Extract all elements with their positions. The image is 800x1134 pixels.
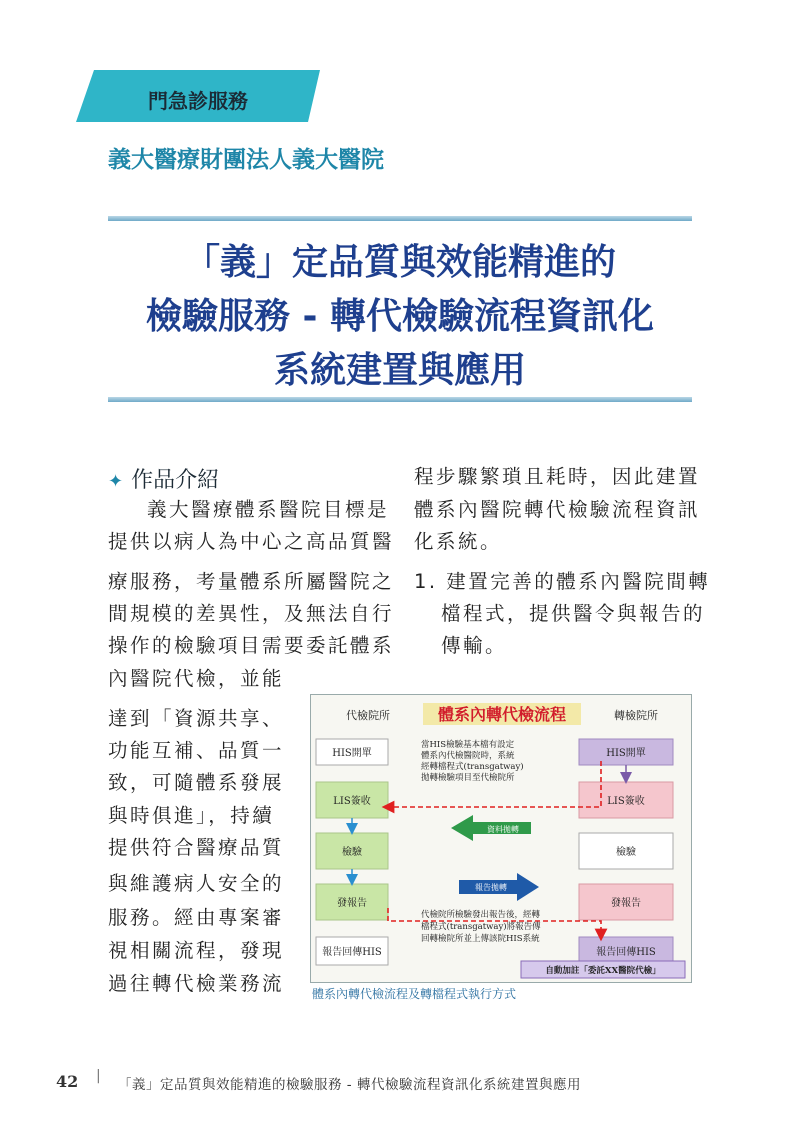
body-line: 間規模的差異性，及無法自行: [108, 602, 395, 625]
auto-tag-label: 自動加註「委託XX醫院代檢」: [545, 966, 661, 976]
note-top-line: 經轉檔程式(transgatway): [421, 762, 524, 772]
body-line: 提供符合醫療品質: [108, 836, 285, 859]
body-line: 視相關流程，發現: [108, 939, 285, 962]
hospital-name: 義大醫療財團法人義大醫院: [108, 147, 384, 173]
list-item-continued: 檔程式，提供醫令與報告的: [441, 602, 706, 625]
body-line: 致，可隨體系發展: [108, 771, 285, 794]
figure-title: 體系內轉代檢流程: [437, 705, 567, 724]
body-line: 與維護病人安全的: [108, 872, 285, 895]
note-bottom-line: 檔程式(transgatway)將報告傳: [421, 922, 541, 932]
body-line: 義大醫療體系醫院目標是: [147, 498, 390, 521]
category-tab: [76, 70, 320, 122]
right-step-label: LIS簽收: [607, 796, 645, 807]
body-line: 功能互補、品質一: [108, 739, 285, 762]
body-line: 化系統。: [414, 530, 503, 553]
sparkle-icon: ✦: [108, 471, 124, 492]
body-line: 過往轉代檢業務流: [108, 972, 285, 995]
right-step-label: 發報告: [611, 898, 641, 909]
body-line: 體系內醫院轉代檢驗流程資訊: [414, 498, 701, 521]
title-rule-top: [108, 216, 692, 221]
title-line: 系統建置與應用: [273, 350, 526, 391]
left-step-label: 發報告: [337, 898, 367, 909]
note-top-line: 體系內代檢醫院時，系統: [421, 751, 515, 761]
right-step-label: 檢驗: [616, 847, 636, 858]
note-top-line: 拋轉檢驗項目至代檢院所: [421, 773, 515, 783]
report-transfer-label: 報告拋轉: [475, 883, 507, 892]
page-number: 42: [56, 1072, 79, 1091]
body-line: 程步驟繁瑣且耗時，因此建置: [414, 465, 701, 488]
title-rule-bottom: [108, 397, 692, 402]
left-step-label: LIS簽收: [333, 796, 371, 807]
right-step-label: 報告回傳HIS: [596, 947, 656, 958]
body-line: 提供以病人為中心之高品質醫: [108, 530, 395, 553]
flow-diagram: [310, 694, 692, 983]
data-transfer-label: 資料拋轉: [487, 825, 519, 834]
left-step-label: 報告回傳HIS: [322, 947, 382, 958]
body-line: 療服務，考量體系所屬醫院之: [108, 570, 395, 593]
footer-separator: |: [96, 1068, 101, 1084]
section-heading-text: 作品介紹: [131, 468, 220, 493]
body-line: 操作的檢驗項目需要委託體系: [108, 634, 395, 657]
category-label: 門急診服務: [148, 89, 248, 113]
body-line: 服務。經由專案審: [108, 906, 285, 929]
figure-caption: 體系內轉代檢流程及轉檔程式執行方式: [312, 987, 517, 1001]
section-heading: [108, 463, 219, 494]
running-title: 「義」定品質與效能精進的檢驗服務 - 轉代檢驗流程資訊化系統建置與應用: [118, 1077, 581, 1093]
flow-diagram-svg: [311, 695, 691, 982]
body-line: 達到「資源共享、: [108, 707, 285, 730]
title-line: 檢驗服務 - 轉代檢驗流程資訊化: [145, 296, 654, 337]
right-header: 轉檢院所: [614, 709, 658, 722]
article-title: [108, 236, 692, 398]
right-step-label: HIS開單: [606, 748, 646, 759]
list-item-continued: 傳輸。: [441, 634, 508, 657]
note-bottom-line: 回轉檢院所並上傳該院HIS系統: [421, 934, 540, 944]
left-header: 代檢院所: [346, 709, 390, 722]
note-top-line: 當HIS檢驗基本檔有設定: [421, 740, 515, 750]
note-bottom-line: 代檢院所檢驗發出報告後，經轉: [421, 910, 541, 920]
left-step-label: HIS開單: [332, 748, 372, 759]
list-item: 1. 建置完善的體系內醫院間轉: [414, 570, 711, 593]
body-line: 內醫院代檢，並能: [108, 667, 285, 690]
body-line: 與時俱進」，持續: [108, 804, 275, 827]
title-line: 「義」定品質與效能精進的: [183, 242, 616, 283]
left-step-label: 檢驗: [342, 847, 362, 858]
